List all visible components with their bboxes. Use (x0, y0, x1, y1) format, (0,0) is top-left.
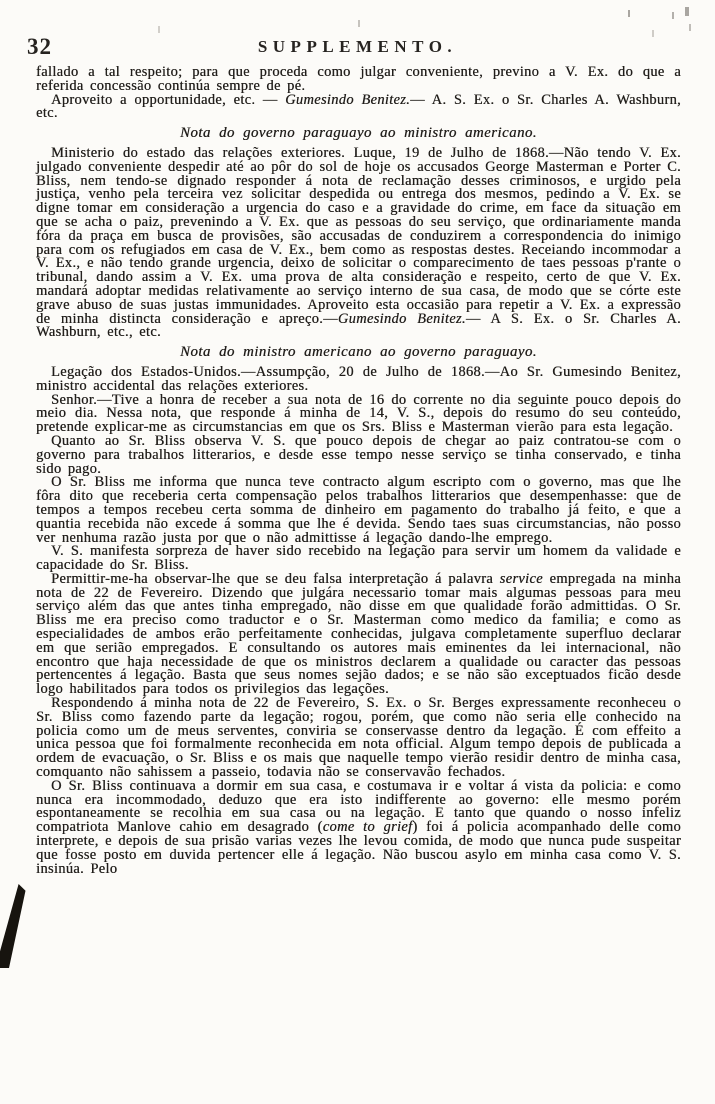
italic-text-segment: Gumesindo Benitez. (337, 310, 466, 327)
body-paragraph (36, 697, 681, 780)
text-segment: Aproveito a opportunidade, etc. — (51, 91, 286, 108)
body-paragraph (36, 476, 681, 545)
body-paragraph (36, 391, 681, 436)
page-number: 32 (27, 34, 52, 59)
body-paragraph (36, 144, 682, 341)
body-paragraph (36, 363, 681, 394)
text-segment: Ministerio do estado das relações exteriores. Luque, 19 de Julho de 1868.—Não tendo V. Ex. julgado conveniente despedir até ao pôr do sol de hoje os accusados George Masterman e Porter C. Bliss, nem tendo-se dignado responder á nota de reclamação desses criminosos, e urgido pela justiça, venho pela terceira vez solicitar despedida ou entrega dos mesmos, pedindo a V. Ex. se digne tomar em consideração a urgencia do caso e a gravidade do crime, em face da situação em que se acha o paiz, prevenindo a V. Ex. que as pessoas do seu serviço, que ordinariamente manda fóra da praça em busca de provisões, são accusadas de conduzirem a correspondencia do inimigo para com os refugiados em casa de V. Ex., bem como as respostas destes. Receiando incommodar a V. Ex., e não tendo grande urgencia, deixo de solicitar o comparecimento de taes pessoas p'rante o tribunal, dando assim a V. Ex. uma prova de alta consideração e respeito, certo de que V. Ex. mandará adoptar medidas relativamente ao serviço interno de sua casa, de modo que se córte este grave abuso de suas justas immunidades. Aproveito esta occasião para repetir a V. Ex. a expressão de minha distincta consideração e apreço.— (36, 144, 681, 327)
text-segment: Senhor.—Tive a honra de receber a sua nota de 16 do corrente no dia seguinte pouco depois do meio dia. Nessa nota, que responde á minha de 14, V. S., depois do resumo do seu conteúdo, pretende explicar-me as circumstancias em que os Srs. Bliss e Masterman vierão para esta legação. (36, 391, 681, 436)
body-paragraph (36, 91, 682, 122)
body-paragraph (36, 570, 681, 698)
text-segment: Nota do governo paraguayo ao ministro americano. (180, 125, 537, 142)
text-segment: Nota do ministro americano ao governo paraguayo. (180, 344, 537, 361)
scan-speck-artifacts (628, 10, 630, 17)
italic-text-segment: Gumesindo Benitez. (285, 91, 411, 108)
text-segment: Legação dos Estados-Unidos.—Assumpção, 20 de Julho de 1868.—Ao Sr. Gumesindo Benitez, ministro accidental das relações exteriores. (36, 363, 681, 394)
text-segment: Permittir-me-ha observar-lhe que se deu falsa interpretação á palavra (51, 570, 500, 587)
page-header (0, 34, 715, 64)
header-title: SUPPLEMENTO. (257, 37, 458, 56)
text-segment: empregada na minha nota de 22 de Fevereiro. Dizendo que julgára necessario tomar mais algumas pessoas para meu serviço além das que antes tinha empregado, não disse em que qualidade forão admittidas. O Sr. Bliss me era preciso como traductor e o Sr. Masterman como medico da familia; e como as especialidades de ambos erão perfeitamente conhecidas, julgava completamente superfluo declarar em que serião empregados. E consultando os autores mais eminentes da lei internacional, não encontro que haja necessidade de que os ministros declarem a qualidade ou caracter das pessoas pertencentes á legação. Basta que seus nomes sejão dados; e se não são exceptuados ficão desde logo habilitados para todos os privilegios das legações. (36, 570, 681, 698)
text-segment: — A S. Ex. o Sr. Charles A. Washburn, etc., etc. (36, 310, 682, 341)
text-segment: — A. S. Ex. o Sr. Charles A. Washburn, etc. (36, 91, 682, 122)
text-segment: O Sr. Bliss me informa que nunca teve contracto algum escripto com o governo, mas que lhe fôra dito que receberia certa compensação pelos trabalhos litterarios que desempenhasse: que de tempos a tempos recebeu certa somma de dinheiro em pagamento do trabalho já feito, e que a quantia recebida não excede á somma que lhe é devida. Sendo taes suas circumstancias, não posso ver nenhuma razão justa por que o não admittisse á legação dando-lhe emprego. (36, 474, 681, 546)
text-segment: fallado a tal respeito; para que proceda como julgar conveniente, previno a V. Ex. do que a referida concessão continúa sempre de pé. (36, 64, 681, 94)
ink-blot-artifact (0, 884, 30, 968)
text-block (36, 66, 681, 876)
text-segment: Respondendo á minha nota de 22 de Fevereiro, S. Ex. o Sr. Berges expressamente reconheceu o Sr. Bliss como fazendo parte da legação; rogou, porém, que como não seria elle conhecido na policia como um de meus serventes, conviria se conservasse dentro da legação. É com effeito a unica pessoa que foi formalmente reconhecida em nota official. Algum tempo depois de publicada a ordem de evacuação, o Sr. Bliss e os mais que naquelle tempo vierão residir dentro de minha casa, comquanto não sahissem a passeio, todavia não se conservavão fechados. (36, 695, 681, 781)
text-segment: O Sr. Bliss continuava a dormir em sua casa, e costumava ir e voltar á vista da policia: e como nunca era incommodado, deduzo que era isto indifferente ao governo: elle mesmo porém espontaneamente se recolhia em sua casa ou na legação. E tanto que quando o nosso infeliz compatriota Manlove cahio em desagrado ( (36, 777, 681, 836)
body-paragraph (36, 777, 682, 877)
section-heading (36, 127, 681, 141)
italic-text-segment: service (499, 570, 543, 587)
text-segment: Quanto ao Sr. Bliss observa V. S. que pouco depois de chegar ao paiz contratou-se com o governo para trabalhos litterarios, e desde esse tempo nesse serviço se tinha conservado, e tinha sido pago. (36, 432, 681, 477)
body-paragraph (36, 545, 681, 573)
body-paragraph (36, 66, 681, 94)
italic-text-segment: come to grief (322, 819, 413, 836)
body-paragraph (36, 432, 681, 477)
text-segment: ) foi á policia acompanhado delle como interprete, e depois de sua prisão varias vezes lhe levou comida, de modo que nunca pude suspeitar que fosse posto em duvida pertencer elle á legação. Não buscou asylo em minha casa como V. S. insinúa. Pelo (36, 819, 682, 877)
section-heading (36, 346, 681, 360)
text-segment: V. S. manifesta sorpreza de haver sido recebido na legação para servir um homem da validade e capacidade do Sr. Bliss. (36, 543, 681, 574)
